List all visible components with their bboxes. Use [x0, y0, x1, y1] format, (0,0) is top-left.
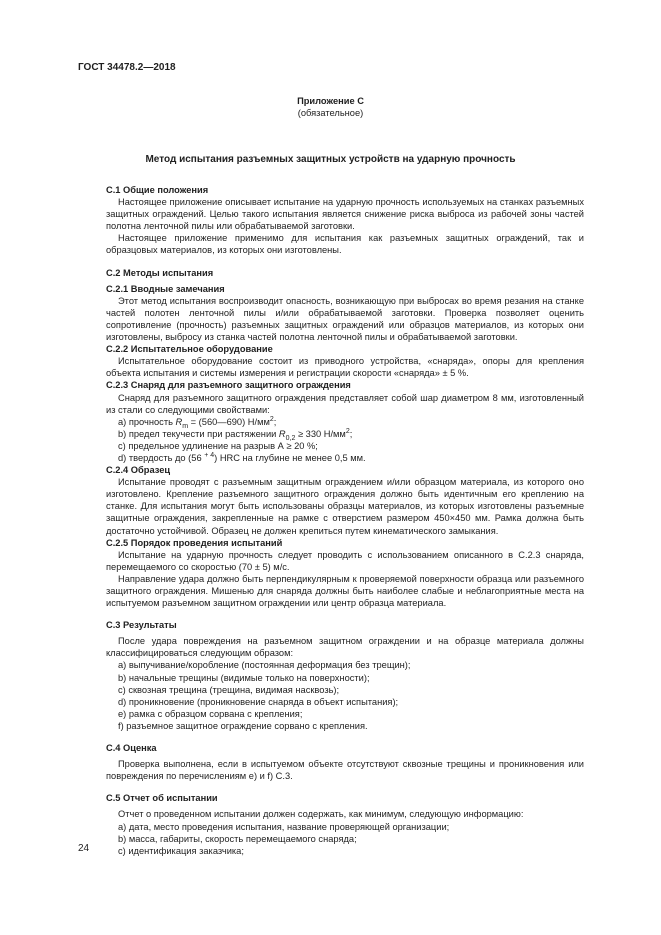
paragraph: Направление удара должно быть перпендикулярным к проверяемой поверхности образца или разъемного защитного ограждения. Мишенью для снаряда должны быть наиболее слабые и неблагоприятные места на испытуемом разъемном защитном ограждении или центр образца материала.: [106, 573, 584, 609]
main-title: Метод испытания разъемных защитных устройств на ударную прочность: [145, 154, 516, 165]
paragraph: Испытание проводят с разъемным защитным ограждением и/или образцом материала, из которого оно изготовлено. Крепление разъемного защитного ограждения должно быть идентичным его креплению на станке. Для испытания могут быть использованы образцы материалов, из которых изготовлены разъемные защитные ограждения, закрепленные на рамке с отверстием размером 450×450 мм. Рамка должна быть достаточно устойчивой. Образец не должен крепиться путем кинематического замыкания.: [106, 477, 584, 536]
section-heading-c1: С.1 Общие положения: [106, 185, 209, 195]
list-item: b) начальные трещины (видимые только на поверхности);: [118, 672, 370, 683]
appendix-title: Приложение С: [297, 96, 364, 106]
paragraph: Этот метод испытания воспроизводит опасность, возникающую при выбросах во время резания на станке частей полотен ленточной пилы и/или обрабатываемой заготовки. Проверка позволяет оценить сопротивление (прочность) разъемных защитных ограждений или образцов материалов, из которых они изготовлены, выбросу из станка частей полотна ленточной пилы и обрабатываемой заготовки.: [106, 295, 584, 343]
subsection-heading-c22: С.2.2 Испытательное оборудование: [106, 344, 273, 355]
paragraph: Снаряд для разъемного защитного ограждения представляет собой шар диаметром 8 мм, изготовленный из стали со следующими свойствами:: [106, 392, 584, 415]
paragraph: Испытательное оборудование состоит из приводного устройства, «снаряда», опоры для крепления объекта испытания и системы измерения и регистрации скорости «снаряда» ± 5 %.: [106, 356, 584, 379]
paragraph: Настоящее приложение описывает испытание на ударную прочность используемых на станках разъемных защитных ограждений. Целью такого испытания является снижение риска выброса из рабочей зоны частей полотна ленточной пилы или обрабатываемой заготовки.: [106, 197, 584, 232]
appendix-type: (обязательное): [297, 108, 364, 118]
list-item: f) разъемное защитное ограждение сорвано с крепления.: [118, 720, 368, 731]
paragraph: Настоящее приложение применимо для испытания как разъемных защитных ограждений, так и образцовых материалов, из которых они изготовлены.: [106, 233, 584, 256]
paragraph: Проверка выполнена, если в испытуемом объекте отсутствуют сквозные трещины и проникновения или повреждения по перечислениям е) и f) С.3.: [106, 759, 584, 782]
list-item: а) прочность $R_m$ = (560—690) $Н/мм^2$;: [118, 415, 277, 430]
document-body: [106, 184, 584, 857]
list-item: с) сквозная трещина (трещина, видимая насквозь);: [118, 684, 340, 695]
subsection-heading-c21: С.2.1 Вводные замечания: [106, 283, 225, 294]
subsection-heading-c25: С.2.5 Порядок проведения испытаний: [106, 537, 283, 548]
list-item: b) предел текучести при растяжении $R_{0,2} \ge 330$ $Н/мм^2$;: [118, 427, 353, 442]
list-item: с) предельное удлинение на разрыв А ≥ 20 %;: [118, 440, 318, 451]
list-item: а) выпучивание/коробление (постоянная деформация без трещин);: [118, 660, 411, 671]
list-item: d) твердость до (56 $^{+ 4}$) HRC на глубине не менее 0,5 мм.: [118, 451, 366, 463]
section-heading-c4: С.4 Оценка: [106, 743, 157, 754]
paragraph: Отчет о проведенном испытании должен содержать, как минимум, следующую информацию:: [118, 809, 524, 820]
list-item: е) рамка с образцом сорвана с крепления;: [118, 708, 303, 719]
list-item: d) проникновение (проникновение снаряда в объект испытания);: [118, 696, 399, 707]
list-item: b) масса, габариты, скорость перемещаемого снаряда;: [118, 833, 357, 844]
subsection-heading-c24: С.2.4 Образец: [106, 465, 171, 476]
subsection-heading-c23: С.2.3 Снаряд для разъемного защитного ограждения: [106, 380, 351, 391]
document-id: ГОСТ 34478.2—2018: [78, 62, 176, 73]
section-heading-c2: С.2 Методы испытания: [106, 267, 214, 278]
section-heading-c3: С.3 Результаты: [106, 620, 177, 631]
section-heading-c5: С.5 Отчет об испытании: [106, 793, 218, 804]
paragraph: После удара повреждения на разъемном защитном ограждении и на образце материала должны классифицироваться следующим образом:: [106, 636, 584, 659]
list-item: с) идентификация заказчика;: [118, 845, 244, 856]
page-number: 24: [78, 843, 90, 854]
paragraph: Испытание на ударную прочность следует проводить с использованием описанного в С.2.3 снаряда, перемещаемого со скоростью (70 ± 5) м/с.: [106, 549, 584, 572]
list-item: а) дата, место проведения испытания, название проверяющей организации;: [118, 821, 450, 832]
